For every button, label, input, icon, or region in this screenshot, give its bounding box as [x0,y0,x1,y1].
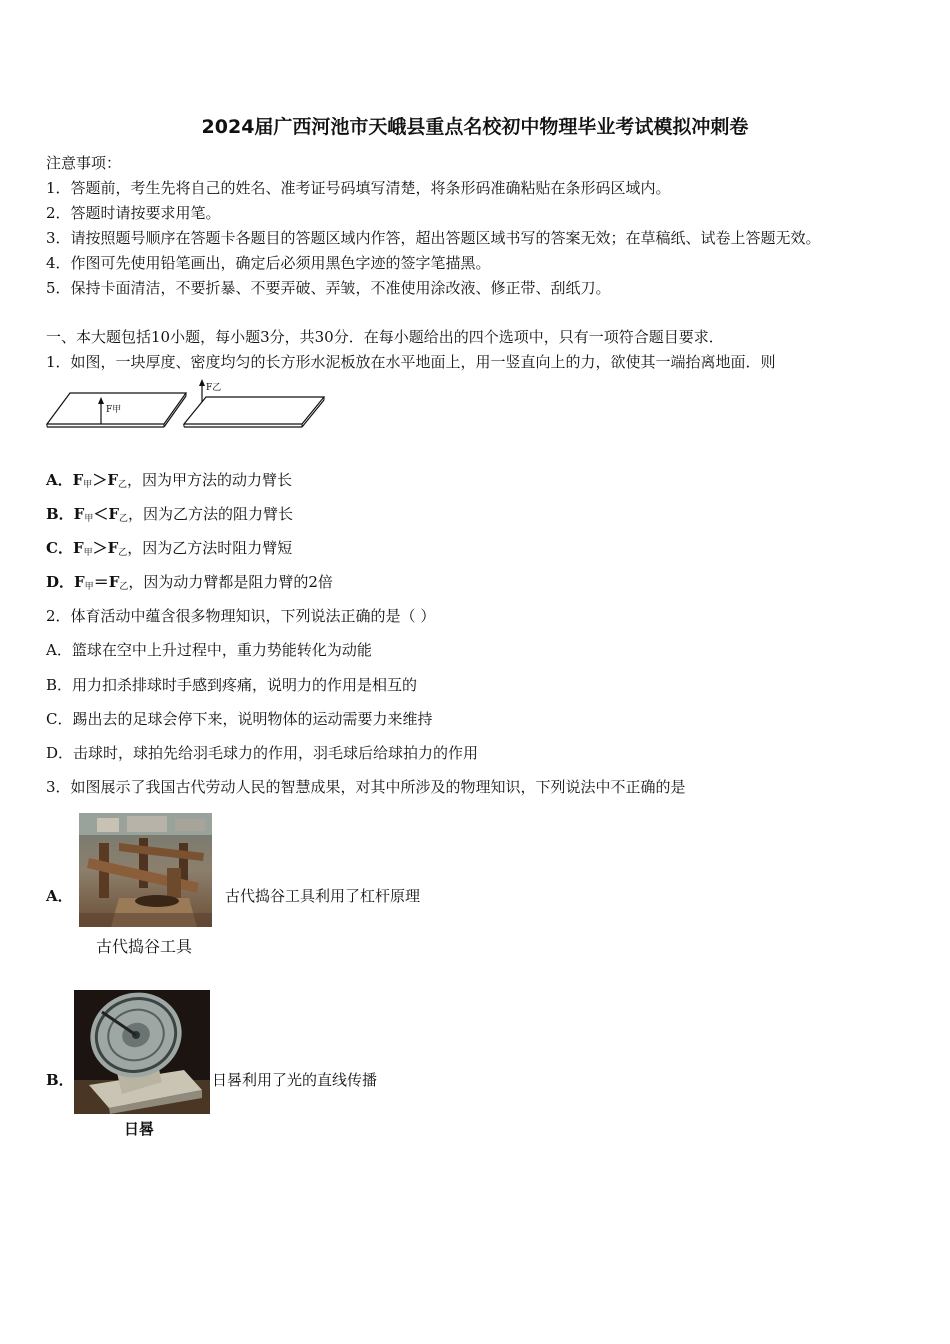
question-1-stem: 1．如图，一块厚度、密度均匀的长方形水泥板放在水平地面上，用一竖直向上的力，欲使其一端抬离地面．则 [46,353,776,371]
mortar-pestle-caption: 古代捣谷工具 [96,937,193,956]
notice-item-2: 2．答题时请按要求用笔。 [46,204,221,222]
section-heading: 一、本大题包括10小题，每小题3分，共30分．在每小题给出的四个选项中，只有一项符合题目要求． [46,328,724,346]
question-3-option-a-text: 古代捣谷工具利用了杠杆原理 [225,887,421,905]
sundial-photo [74,990,210,1114]
force-label-a: F甲 [106,405,122,415]
question-1-option-b: B．$F_甲<F_乙$，因为乙方法的阻力臂长 [46,505,294,524]
notice-item-4: 4．作图可先使用铅笔画出，确定后必须用黑色字迹的签字笔描黑。 [46,254,491,272]
sundial-caption: 日晷 [124,1120,155,1138]
force-label-b: F乙 [206,383,222,393]
page-title: 2024届广西河池市天峨县重点名校初中物理毕业考试模拟冲刺卷 [201,116,749,138]
question-1-option-a: A．$F_甲>F_乙$，因为甲方法的动力臂长 [46,471,292,490]
question-2-option-a: A．篮球在空中上升过程中，重力势能转化为动能 [46,641,372,659]
question-2-stem: 2．体育活动中蕴含很多物理知识，下列说法正确的是（ ） [46,607,436,625]
question-1-option-d: D．$F_甲=F_乙$，因为动力臂都是阻力臂的2倍 [46,573,333,592]
question-2-option-b: B．用力扣杀排球时手感到疼痛，说明力的作用是相互的 [46,676,418,694]
question-1-figure [44,378,334,434]
notice-item-3: 3．请按照题号顺序在答题卡各题目的答题区域内作答，超出答题区域书写的答案无效；在草稿纸、试卷上答题无效。 [46,229,821,247]
question-3-option-b-letter: B． [46,1071,74,1089]
question-3-option-a-letter: A． [46,887,73,905]
notice-item-1: 1．答题前，考生先将自己的姓名、准考证号码填写清楚，将条形码准确粘贴在条形码区域内。 [46,179,671,197]
notice-heading: 注意事项： [46,154,122,172]
notice-item-5: 5．保持卡面清洁，不要折暴、不要弄破、弄皱，不准使用涂改液、修正带、刮纸刀。 [46,279,611,297]
question-3-option-b-text: 日晷利用了光的直线传播 [212,1071,378,1089]
question-1-option-c: C．$F_甲>F_乙$，因为乙方法时阻力臂短 [46,539,293,558]
question-2-option-d: D．击球时，球拍先给羽毛球力的作用，羽毛球后给球拍力的作用 [46,744,479,762]
question-2-option-c: C．踢出去的足球会停下来，说明物体的运动需要力来维持 [46,710,433,728]
question-3-stem: 3．如图展示了我国古代劳动人民的智慧成果，对其中所涉及的物理知识，下列说法中不正确的是 [46,778,686,796]
mortar-pestle-photo [79,813,212,927]
